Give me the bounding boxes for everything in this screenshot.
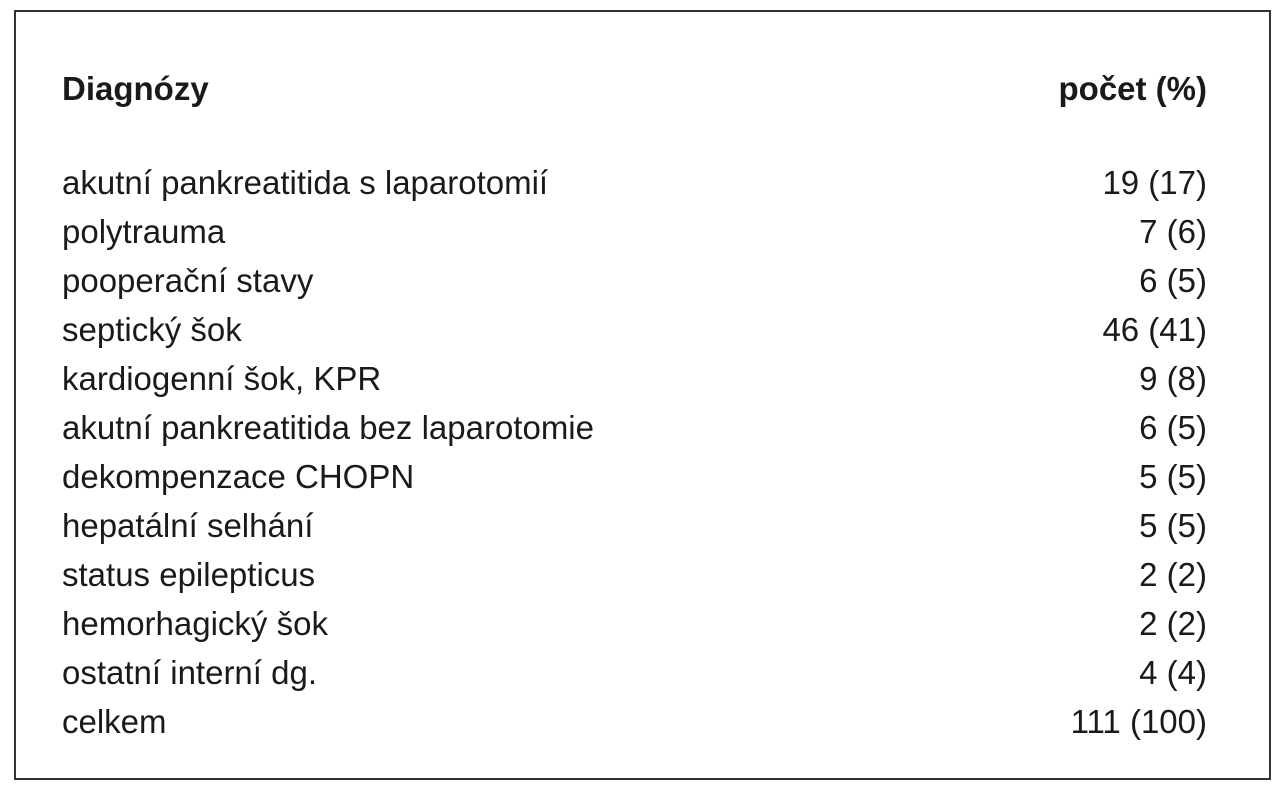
count-cell: 111 (100) (1070, 703, 1207, 740)
count-cell: 2 (2) (1139, 605, 1207, 642)
table-row (62, 305, 1207, 354)
count-cell: 19 (17) (1102, 164, 1207, 201)
header-diagnosis: Diagnózy (62, 70, 209, 107)
diagnosis-cell: ostatní interní dg. (62, 654, 317, 691)
count-cell: 5 (5) (1139, 458, 1207, 495)
diagnosis-cell: hemorhagický šok (62, 605, 328, 642)
count-cell: 6 (5) (1139, 262, 1207, 299)
diagnosis-cell: status epilepticus (62, 556, 316, 593)
table-row (62, 452, 1207, 501)
count-cell: 5 (5) (1139, 507, 1207, 544)
header-count: počet (%) (1058, 70, 1207, 107)
diagnosis-cell: akutní pankreatitida bez laparotomie (62, 409, 594, 446)
diagnosis-cell: dekompenzace CHOPN (62, 458, 415, 495)
table-body (62, 158, 1207, 746)
table-row (62, 599, 1207, 648)
table-row (62, 550, 1207, 599)
table-frame (14, 10, 1271, 780)
table-row (62, 648, 1207, 697)
table-row (62, 403, 1207, 452)
count-cell: 4 (4) (1139, 654, 1207, 691)
count-cell: 9 (8) (1139, 360, 1207, 397)
table-row (62, 354, 1207, 403)
count-cell: 46 (41) (1102, 311, 1207, 348)
count-cell: 7 (6) (1139, 213, 1207, 250)
count-cell: 6 (5) (1139, 409, 1207, 446)
diagnosis-cell: hepatální selhání (62, 507, 314, 544)
count-cell: 2 (2) (1139, 556, 1207, 593)
table-row (62, 256, 1207, 305)
table-row (62, 501, 1207, 550)
diagnosis-cell: polytrauma (62, 213, 226, 250)
diagnosis-cell: kardiogenní šok, KPR (62, 360, 382, 397)
diagnosis-cell: pooperační stavy (62, 262, 314, 299)
diagnosis-cell: septický šok (62, 311, 242, 348)
table-row (62, 158, 1207, 207)
table-row-total (62, 697, 1207, 746)
diagnosis-cell: akutní pankreatitida s laparotomií (62, 164, 549, 201)
table-header-row (62, 64, 1207, 114)
diagnosis-cell: celkem (62, 703, 167, 740)
table-row (62, 207, 1207, 256)
diagnosis-table (62, 64, 1207, 746)
